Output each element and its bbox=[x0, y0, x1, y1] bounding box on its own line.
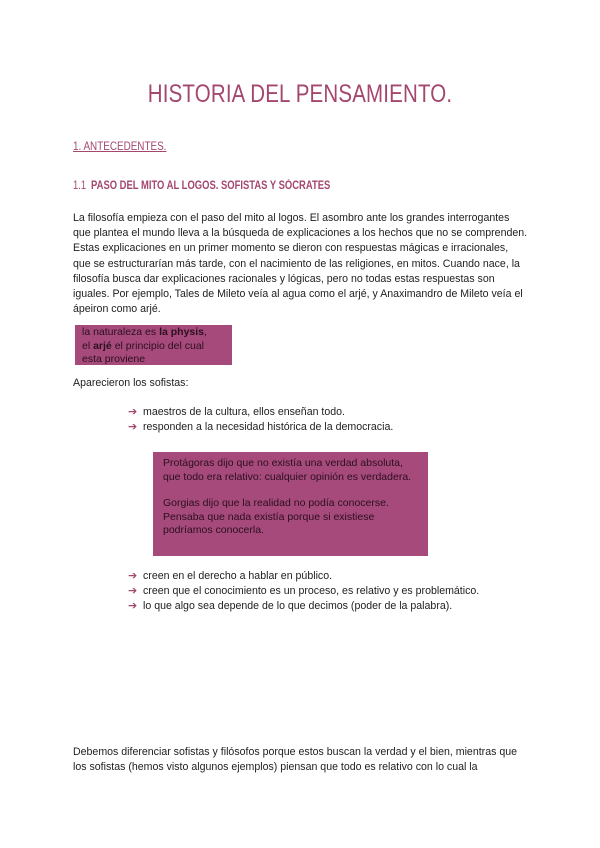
box-text: el bbox=[82, 339, 94, 352]
arrow-right-icon: ➔ bbox=[128, 406, 138, 418]
box-text: , bbox=[204, 326, 207, 338]
list-item bbox=[128, 569, 479, 584]
box-bold-text: la physis bbox=[159, 326, 205, 338]
box-line bbox=[82, 326, 232, 340]
closing-paragraph: Debemos diferenciar sofistas y filósofos porque estos buscan la verdad y el bien, mientras que los sofistas (hemos visto algunos ejemplos) piensan que todo es relativo con lo cual la bbox=[73, 746, 517, 774]
page-title: HISTORIA DEL PENSAMIENTO. bbox=[147, 80, 453, 108]
subsection-title: PASO DEL MITO AL LOGOS. SOFISTAS Y SÓCRATES bbox=[91, 180, 331, 192]
box-line: esta proviene bbox=[82, 353, 146, 365]
box-paragraph: Protágoras dijo que no existía una verdad absoluta, que todo era relativo: cualquier opinión es verdadera. bbox=[163, 457, 412, 483]
arrow-right-icon: ➔ bbox=[128, 570, 138, 582]
sofistas-intro: Aparecieron los sofistas: bbox=[73, 377, 189, 389]
box-bold-text: arjé bbox=[93, 339, 112, 352]
box-paragraph: Gorgias dijo que la realidad no podía conocerse. Pensaba que nada existía porque si existiese podríamos conocerla. bbox=[163, 497, 389, 536]
list-item-text: creen en el derecho a hablar en público. bbox=[143, 570, 333, 582]
list-item bbox=[128, 405, 393, 420]
list-item-text: responden a la necesidad histórica de la democracia. bbox=[143, 421, 394, 433]
box-text: el principio del cual bbox=[111, 339, 204, 352]
arrow-right-icon: ➔ bbox=[128, 600, 138, 612]
subsection-number: 1.1 bbox=[73, 180, 87, 192]
section-heading: 1. ANTECEDENTES. bbox=[73, 141, 167, 153]
sofistas-list bbox=[128, 405, 393, 435]
list-item-text: maestros de la cultura, ellos enseñan todo. bbox=[143, 406, 345, 418]
list-item-text: creen que el conocimiento es un proceso, es relativo y es problemático. bbox=[143, 585, 480, 597]
list-item bbox=[128, 420, 393, 435]
list-item bbox=[128, 584, 479, 599]
list-item-text: lo que algo sea depende de lo que decimos (poder de la palabra). bbox=[143, 600, 453, 612]
sofistas-beliefs-list bbox=[128, 569, 479, 614]
highlight-box-physis bbox=[75, 325, 232, 365]
subsection-heading bbox=[73, 180, 330, 192]
highlight-box-protagoras-gorgias bbox=[153, 452, 428, 556]
list-item bbox=[128, 599, 479, 614]
intro-paragraph: La filosofía empieza con el paso del mito al logos. El asombro ante los grandes interrogantes que plantea el mundo lleva a la búsqueda de explicaciones a los hechos que no se comprenden. Estas explicaciones en un primer momento se dieron con respuestas mágicas e irracionales, que se estructurarían más tarde, con el nacimiento de las religiones, en mitos. Cuando nace, la filosofía busca dar explicaciones racionales y lógicas, pero no todas estas respuestas son iguales. Por ejemplo, Tales de Mileto veía al agua como el arjé, y Anaximandro de Mileto veía el ápeiron como arjé. bbox=[73, 212, 528, 316]
arrow-right-icon: ➔ bbox=[128, 585, 138, 597]
box-line bbox=[82, 340, 232, 354]
box-text: la naturaleza es bbox=[82, 326, 160, 338]
arrow-right-icon: ➔ bbox=[128, 421, 138, 433]
